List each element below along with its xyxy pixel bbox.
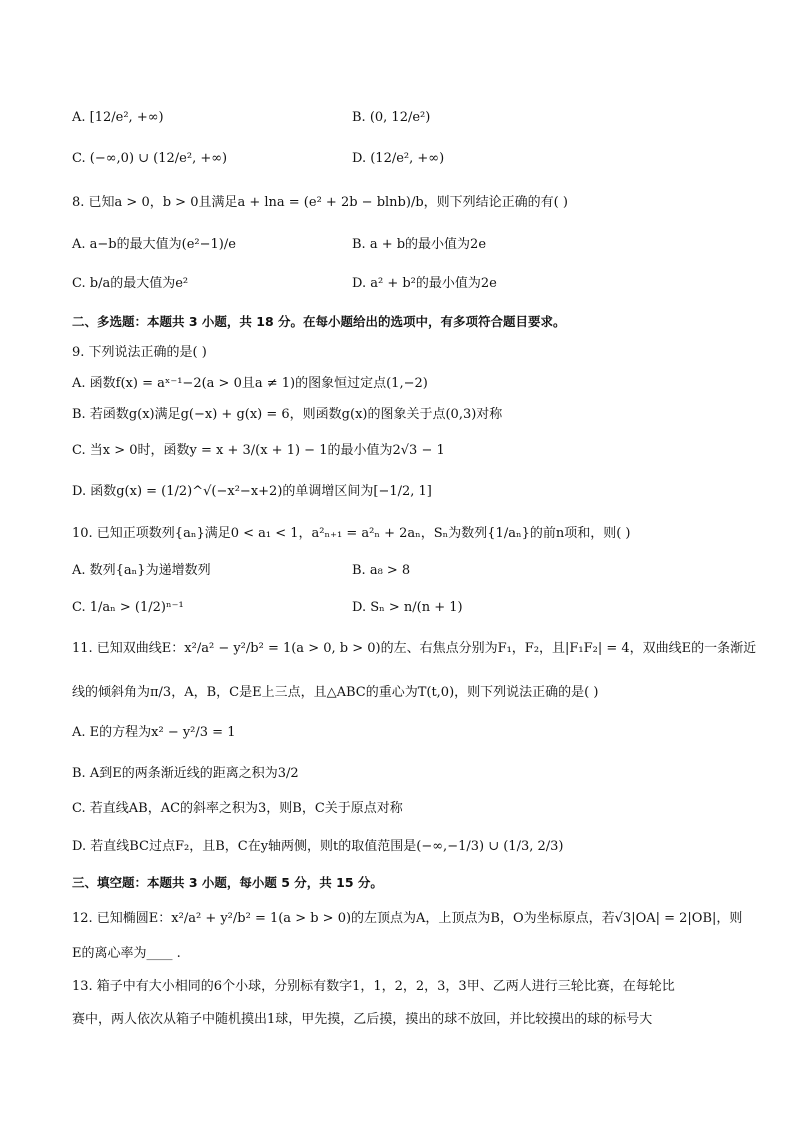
option-8b: B. a + b的最小值为2e [352, 237, 487, 252]
option-11b: B. A到E的两条渐近线的距离之积为3/2 [72, 766, 299, 781]
option-10d: D. Sₙ > n/(n + 1) [352, 600, 463, 615]
question-11-stem-line2: 线的倾斜角为π/3，A，B，C是E上三点，且△ABC的重心为T(t,0)，则下列说法正确的是( ) [72, 685, 599, 700]
question-11-stem-line1: 11. 已知双曲线E：x²/a² − y²/b² = 1(a > 0, b > 0)的左、右焦点分别为F₁，F₂，且|F₁F₂| = 4，双曲线E的一条渐近 [72, 641, 757, 656]
option-11c: C. 若直线AB，AC的斜率之积为3，则B，C关于原点对称 [72, 801, 403, 816]
question-12-stem-line2: E的离心率为____ . [72, 946, 181, 961]
option-7c: C. (−∞,0) ∪ (12/e², +∞) [72, 151, 228, 166]
option-9c: C. 当x > 0时，函数y = x + 3/(x + 1) − 1的最小值为2√3 − 1 [72, 443, 445, 458]
option-10a: A. 数列{aₙ}为递增数列 [72, 563, 211, 578]
option-11a: A. E的方程为x² − y²/3 = 1 [72, 725, 236, 740]
option-9a: A. 函数f(x) = aˣ⁻¹−2(a > 0且a ≠ 1)的图象恒过定点(1,−2) [72, 376, 428, 391]
option-8c: C. b/a的最大值为e² [72, 276, 189, 291]
question-9-stem: 9. 下列说法正确的是( ) [72, 345, 207, 360]
option-8a: A. a−b的最大值为(e²−1)/e [72, 237, 236, 252]
option-11d: D. 若直线BC过点F₂，且B，C在y轴两侧，则t的取值范围是(−∞,−1/3) ∪ (1/3, 2/3) [72, 839, 564, 854]
question-13-stem-line2: 赛中，两人依次从箱子中随机摸出1球，甲先摸，乙后摸，摸出的球不放回，并比较摸出的球的标号大 [72, 1012, 653, 1027]
option-7a: A. [12/e², +∞) [72, 110, 164, 125]
question-10-stem: 10. 已知正项数列{aₙ}满足0 < a₁ < 1，a²ₙ₊₁ = a²ₙ + 2aₙ，Sₙ为数列{1/aₙ}的前n项和，则( ) [72, 526, 631, 541]
section-3-heading: 三、填空题：本题共 3 小题，每小题 5 分，共 15 分。 [72, 875, 383, 890]
question-13-stem-line1: 13. 箱子中有大小相同的6个小球，分别标有数字1，1，2，2，3，3甲、乙两人进行三轮比赛，在每轮比 [72, 979, 675, 994]
question-8-stem: 8. 已知a > 0，b > 0且满足a + lna = (e² + 2b − blnb)/b，则下列结论正确的有( ) [72, 195, 568, 210]
option-7b: B. (0, 12/e²) [352, 110, 431, 125]
option-9b: B. 若函数g(x)满足g(−x) + g(x) = 6，则函数g(x)的图象关于点(0,3)对称 [72, 407, 503, 422]
section-2-heading: 二、多选题：本题共 3 小题，共 18 分。在每小题给出的选项中，有多项符合题目要求。 [72, 314, 566, 329]
option-10b: B. a₈ > 8 [352, 563, 411, 578]
option-10c: C. 1/aₙ > (1/2)ⁿ⁻¹ [72, 600, 184, 615]
option-7d: D. (12/e², +∞) [352, 151, 445, 166]
question-12-stem-line1: 12. 已知椭圆E：x²/a² + y²/b² = 1(a > b > 0)的左顶点为A，上顶点为B，O为坐标原点，若√3|OA| = 2|OB|，则 [72, 911, 743, 926]
option-8d: D. a² + b²的最小值为2e [352, 276, 497, 291]
option-9d: D. 函数g(x) = (1/2)^√(−x²−x+2)的单调增区间为[−1/2, 1] [72, 484, 432, 499]
